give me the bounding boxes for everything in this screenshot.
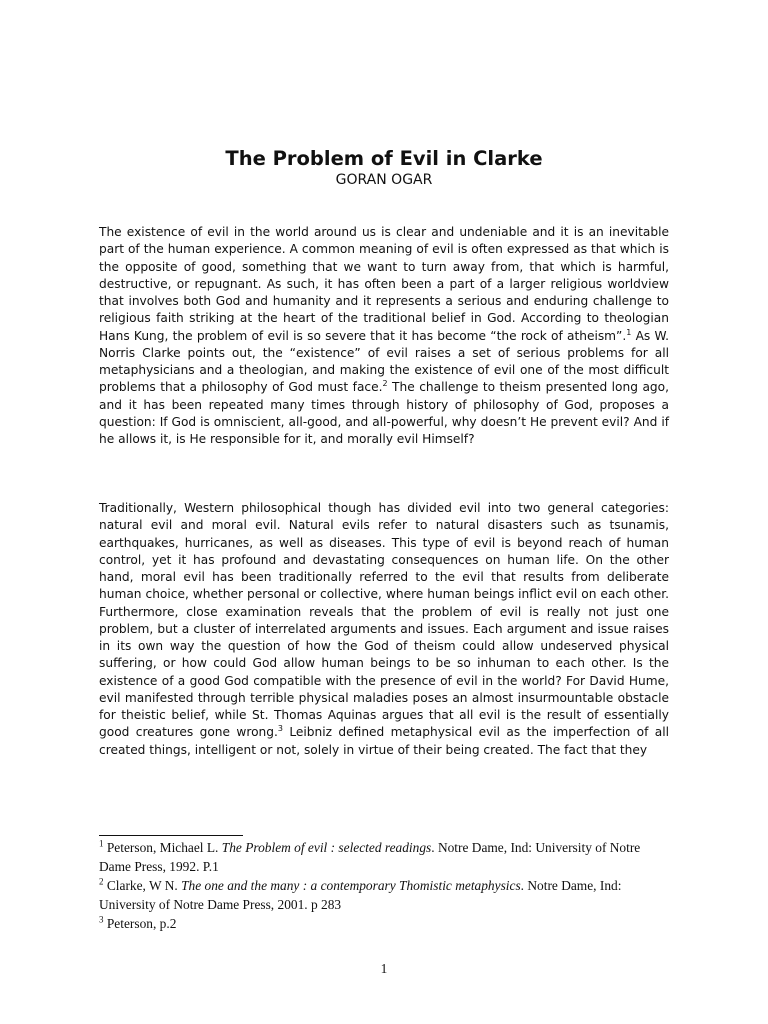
paragraph-text: As W. Norris Clarke points out, the “existence” of evil raises a set of serious problems for all metaphysicians and a theologian, and making the existence of evil one of the most difficult problems that a philosophy of God must face. — [99, 328, 670, 395]
footnote-2 — [99, 876, 669, 914]
footnote-number: 1 — [99, 838, 104, 849]
footnote-text: . Notre Dame, Ind: University of Notre Dame Press, 1992. P.1 — [99, 840, 641, 874]
page-number: 1 — [380, 961, 388, 976]
footnote-text: Peterson, Michael L. — [103, 840, 222, 855]
footnote-separator — [99, 835, 243, 836]
footnote-reference: 1 — [626, 327, 632, 337]
footnote-number: 2 — [99, 876, 104, 887]
paragraph-text: The challenge to theism presented long ago, and it has been repeated many times through history of philosophy of God, proposes a question: If God is omniscient, all-good, and all-powerful, why doesn’t He prevent evil? And if he allows it, is He responsible for it, and morally evil Himself? — [99, 380, 669, 446]
footnote-reference: 2 — [382, 379, 388, 389]
body-paragraph-2 — [99, 500, 669, 759]
document-title: The Problem of Evil in Clarke — [225, 147, 543, 170]
footnote-1 — [99, 838, 669, 876]
footnote-number: 3 — [99, 914, 104, 925]
footnote-text: . Notre Dame, Ind: University of Notre Dame Press, 2001. p 283 — [99, 878, 622, 912]
footnote-work-title: The Problem of evil : selected readings — [221, 840, 432, 855]
paragraph-text: Traditionally, Western philosophical though has divided evil into two general categories: natural evil and moral evil. Natural evils refer to natural disasters such as tsunamis, earthquakes, hurricanes, as well as diseases. This type of evil is beyond reach of human control, yet it has profound and devastating consequences on human life. On the other hand, moral evil has been traditionally referred to the evil that results from deliberate human choice, whether personal or collective, where human beings inflict evil on each other. Furthermore, close examination reveals that the problem of evil is really not just one problem, but a cluster of interrelated arguments and issues. Each argument and issue raises in its own way the question of how the God of theism could allow undeserved physical suffering, or how could God allow human beings to be so inhuman to each other. Is the existence of a good God compatible with the presence of evil in the world? For David Hume, evil manifested through terrible physical maladies poses an almost insurmountable obstacle for theistic belief, while St. Thomas Aquinas argues that all evil is the result of essentially good creatures gone wrong. — [99, 501, 669, 740]
footnote-reference: 3 — [277, 724, 283, 734]
body-paragraph-1 — [99, 224, 669, 448]
author-name: GORAN OGAR — [335, 172, 433, 188]
footnote-text: Clarke, W N. — [103, 878, 182, 893]
footnote-work-title: The one and the many : a contemporary Thomistic metaphysics — [181, 878, 521, 893]
footnote-3 — [99, 914, 669, 933]
paragraph-text: The existence of evil in the world around us is clear and undeniable and it is an inevitable part of the human experience. A common meaning of evil is often expressed as that which is the opposite of good, something that we want to turn away from, that which is harmful, destructive, or repugnant. As such, it has often been a part of a larger religious worldview that involves both God and humanity and it represents a serious and enduring challenge to religious faith striking at the heart of the traditional belief in God. According to theologian Hans Kung, the problem of evil is so severe that it has become “the rock of atheism”. — [99, 225, 669, 343]
footnote-text: Peterson, p.2 — [103, 916, 177, 931]
footnotes — [99, 838, 669, 933]
paragraph-text: Leibniz defined metaphysical evil as the imperfection of all created things, intelligent or not, solely in virtue of their being created. The fact that they — [99, 725, 669, 757]
